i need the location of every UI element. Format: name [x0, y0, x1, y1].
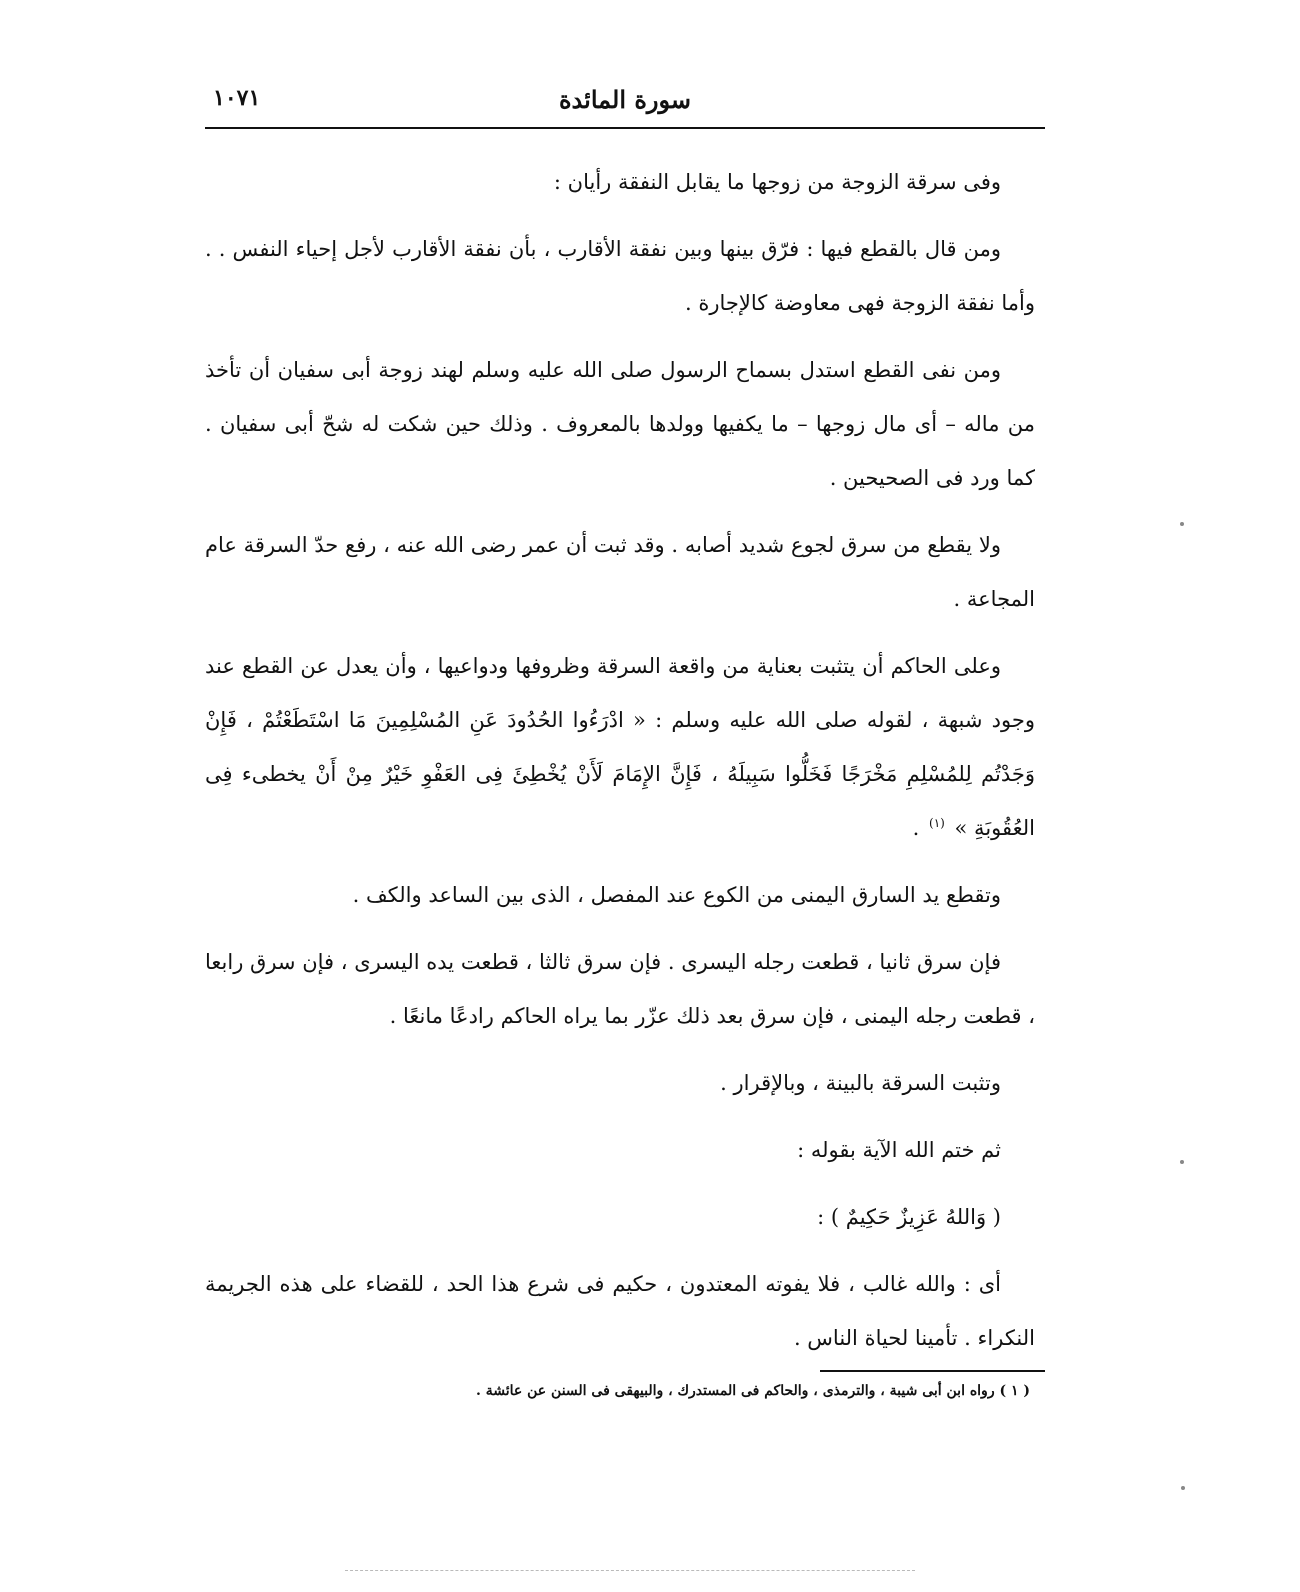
- paragraph-8: وتثبت السرقة بالبينة ، وبالإقرار .: [720, 1071, 1001, 1095]
- quranic-verse: ( وَاللهُ عَزِيزٌ حَكِيمٌ ) :: [817, 1205, 1001, 1229]
- paragraph-5-end-period: .: [912, 816, 920, 840]
- page-title: سورة المائدة: [558, 85, 692, 114]
- paragraph-9: ثم ختم الله الآية بقوله :: [797, 1138, 1001, 1162]
- scan-dot: [1180, 1160, 1184, 1164]
- paragraph-10: أى : والله غالب ، فلا يفوته المعتدون ، حكيم فى شرع هذا الحد ، للقضاء على هذه الجريمة النكراء . تأمينا لحياة الناس .: [205, 1272, 1035, 1350]
- paragraph-6: وتقطع يد السارق اليمنى من الكوع عند المفصل ، الذى بين الساعد والكف .: [352, 883, 1001, 907]
- body-text: [205, 155, 1035, 1378]
- footnote-reference: (١): [929, 816, 945, 830]
- footnote-rule: [820, 1370, 1045, 1372]
- scan-dot: [1181, 1486, 1185, 1490]
- paragraph-1: وفى سرقة الزوجة من زوجها ما يقابل النفقة رأيان :: [553, 170, 1001, 194]
- footnote: ( ١ ) رواه ابن أبى شيبة ، والترمذى ، والحاكم فى المستدرك ، والبيهقى فى السنن عن عائشة .: [476, 1383, 1030, 1399]
- paragraph-3: ومن نفى القطع استدل بسماح الرسول صلى الله عليه وسلم لهند زوجة أبى سفيان أن تأخذ من ماله – أى مال زوجها – ما يكفيها وولدها بالمعروف . وذلك حين شكت له شحّ أبى سفيان . كما ورد فى الصحيحين .: [205, 358, 1035, 490]
- page-number: ١٠٧١: [213, 85, 261, 111]
- paragraph-5-text: وعلى الحاكم أن يتثبت بعناية من واقعة السرقة وظروفها ودواعيها ، وأن يعدل عن القطع عند وجود شبهة ، لقوله صلى الله عليه وسلم : « ادْرَءُوا الحُدُودَ عَنِ المُسْلِمِينَ مَا اسْتَطَعْتُمْ ، فَإِنْ وَجَدْتُم لِلمُسْلِمِ مَخْرَجًا فَخَلُّوا سَبِيلَهُ ، فَإِنَّ الإِمَامَ لَأَنْ يُخْطِئَ فِى العَفْوِ خَيْرٌ مِنْ أَنْ يخطىء فِى العُقُوبَةِ »: [205, 654, 1035, 840]
- running-header: [205, 80, 1045, 122]
- scan-dot: [1180, 522, 1184, 526]
- header-rule: [205, 127, 1045, 129]
- paragraph-5-with-footnote: [205, 639, 1035, 855]
- paragraph-7: فإن سرق ثانيا ، قطعت رجله اليسرى . فإن سرق ثالثا ، قطعت يده اليسرى ، فإن سرق رابعا ، قطعت رجله اليمنى ، فإن سرق بعد ذلك عزّر بما يراه الحاكم رادعًا مانعًا .: [205, 950, 1035, 1028]
- paragraph-4: ولا يقطع من سرق لجوع شديد أصابه . وقد ثبت أن عمر رضى الله عنه ، رفع حدّ السرقة عام المجاعة .: [205, 533, 1035, 611]
- document-page: [205, 80, 1045, 1560]
- paragraph-2: ومن قال بالقطع فيها : فرّق بينها وبين نفقة الأقارب ، بأن نفقة الأقارب لأجل إحياء النفس . . وأما نفقة الزوجة فهى معاوضة كالإجارة .: [205, 237, 1035, 315]
- bottom-scan-line: [345, 1570, 915, 1571]
